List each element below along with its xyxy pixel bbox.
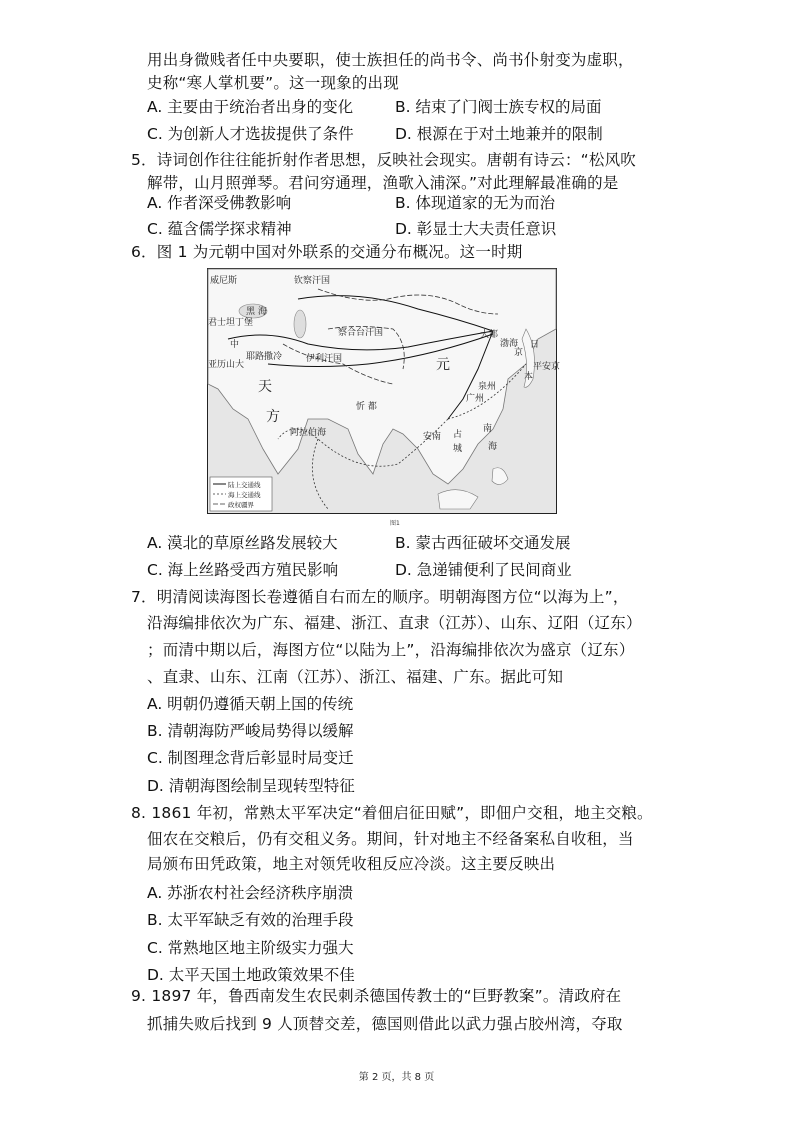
- q7-stem-line3: ；而清中期以后，海图方位“以陆为上”，沿海编排依次为盛京（辽东）: [147, 641, 635, 659]
- q9-stem-line1: 9. 1897 年，鲁西南发生农民刺杀德国传教士的“巨野教案”。清政府在: [131, 987, 622, 1005]
- q9-stem-line2: 抓捕失败后找到 9 人顶替交差，德国则借此以武力强占胶州湾，夺取: [147, 1015, 623, 1033]
- map-label-jerusalem: 耶路撒冷: [246, 352, 283, 362]
- map-label-mid: 中: [230, 340, 240, 350]
- legend-land-route: 陆上交通线: [228, 481, 261, 489]
- q8-stem-line1: 8. 1861 年初，常熟太平军决定“着佃启征田赋”，即佃户交租，地主交粮。: [131, 804, 653, 822]
- q7-option-a[interactable]: A. 明朝仍遵循天朝上国的传统: [147, 695, 354, 713]
- map-label-constantinople: 君士坦丁堡: [208, 318, 254, 328]
- map-label-south-sea: 南: [483, 424, 493, 434]
- q7-option-b[interactable]: B. 清朝海防严峻局势得以缓解: [147, 722, 354, 740]
- map-label-arabian-sea: 阿拉伯海: [290, 428, 327, 438]
- map-label-champa: 占: [453, 430, 463, 440]
- q8-option-a[interactable]: A. 苏浙农村社会经济秩序崩溃: [147, 884, 354, 902]
- map-label-arabia-1: 天: [258, 379, 272, 395]
- map-label-guangzhou: 广州: [466, 394, 485, 404]
- map-label-kipchak: 钦察汗国: [294, 276, 331, 286]
- map-label-bohai: 渤海: [500, 339, 519, 349]
- map-label-alexandria: 亚历山大: [208, 360, 245, 370]
- q4-option-a[interactable]: A. 主要由于统治者出身的变化: [147, 98, 354, 116]
- q5-option-c[interactable]: C. 蕴含儒学探求精神: [147, 220, 292, 238]
- q4-stem-line1: 用出身微贱者任中央要职，使士族担任的尚书令、尚书仆射变为虚职，: [147, 51, 634, 69]
- q7-stem-line2: 沿海编排依次为广东、福建、浙江、直隶（江苏）、山东、辽阳（辽东）: [147, 614, 642, 632]
- q5-stem-line2: 解带，山月照弹琴。君问穷通理，渔歌入浦深。”对此理解最准确的是: [147, 174, 619, 192]
- q5-option-a[interactable]: A. 作者深受佛教影响: [147, 194, 292, 212]
- q8-stem-line2: 佃农在交粮后，仍有交租义务。期间，针对地主不经备案私自收租，当: [147, 830, 634, 848]
- map-label-yuan: 元: [436, 357, 450, 373]
- q4-option-c[interactable]: C. 为创新人才选拔提供了条件: [147, 125, 354, 143]
- map-label-dadu: 大都: [480, 330, 499, 340]
- q6-stem: 6．图 1 为元朝中国对外联系的交通分布概况。这一时期: [131, 243, 523, 261]
- q8-stem-line3: 局颁布田凭政策，地主对领凭收租反应冷淡。这主要反映出: [147, 855, 556, 873]
- q6-option-d[interactable]: D. 急递铺便利了民间商业: [395, 561, 572, 579]
- map-label-arabia-2: 方: [266, 409, 280, 425]
- map-label-chagatai: 察合台汗国: [338, 328, 384, 338]
- yuan-trade-routes-map: [207, 268, 561, 514]
- map-label-champa-2: 城: [453, 444, 463, 454]
- legend-border: 政权疆界: [228, 501, 254, 509]
- q8-option-d[interactable]: D. 太平天国土地政策效果不佳: [147, 966, 355, 984]
- q4-option-d[interactable]: D. 根源在于对土地兼并的限制: [395, 125, 603, 143]
- map-label-black-sea: 黑 海: [246, 307, 267, 317]
- map-label-japan-2: 本: [524, 372, 534, 382]
- q4-option-b[interactable]: B. 结束了门阀士族专权的局面: [395, 98, 602, 116]
- q6-option-c[interactable]: C. 海上丝路受西方殖民影响: [147, 561, 339, 579]
- q7-stem-line1: 7．明清阅读海图长卷遵循自右而左的顺序。明朝海图方位“以海为上”，: [131, 588, 629, 606]
- q8-option-c[interactable]: C. 常熟地区地主阶级实力强大: [147, 939, 354, 957]
- q8-option-b[interactable]: B. 太平军缺乏有效的治理手段: [147, 911, 354, 929]
- map-label-kyoto: 京: [514, 348, 524, 358]
- q7-stem-line4: 、直隶、山东、江南（江苏）、浙江、福建、广东。据此可知: [147, 668, 564, 686]
- q4-stem-line2: 史称“寒人掌机要”。这一现象的出现: [147, 74, 399, 92]
- map-label-annam: 安南: [423, 432, 442, 442]
- map-label-india: 忻 都: [356, 402, 377, 412]
- map-label-venice: 威尼斯: [210, 276, 238, 286]
- q5-option-d[interactable]: D. 彰显士大夫责任意识: [395, 220, 557, 238]
- map-label-japan: 日: [530, 340, 540, 350]
- q7-option-c[interactable]: C. 制图理念背后彰显时局变迁: [147, 749, 354, 767]
- q5-stem-line1: 5．诗词创作往往能折射作者思想，反映社会现实。唐朝有诗云：“松风吹: [131, 151, 636, 169]
- figure-caption: 图1: [390, 520, 400, 527]
- q5-option-b[interactable]: B. 体现道家的无为而治: [395, 194, 555, 212]
- map-label-ilkhanate: 伊利汗国: [306, 354, 343, 364]
- map-label-quanzhou: 泉州: [478, 382, 497, 392]
- q7-option-d[interactable]: D. 清朝海图绘制呈现转型特征: [147, 777, 355, 795]
- q6-option-b[interactable]: B. 蒙古西征破坏交通发展: [395, 534, 571, 552]
- map-svg: [208, 269, 561, 513]
- map-label-heian: 平安京: [533, 362, 561, 372]
- legend-sea-route: 海上交通线: [228, 491, 261, 499]
- q6-option-a[interactable]: A. 漠北的草原丝路发展较大: [147, 534, 338, 552]
- map-label-south-sea-2: 海: [488, 442, 498, 452]
- page-number: 第 2 页，共 8 页: [358, 1072, 435, 1083]
